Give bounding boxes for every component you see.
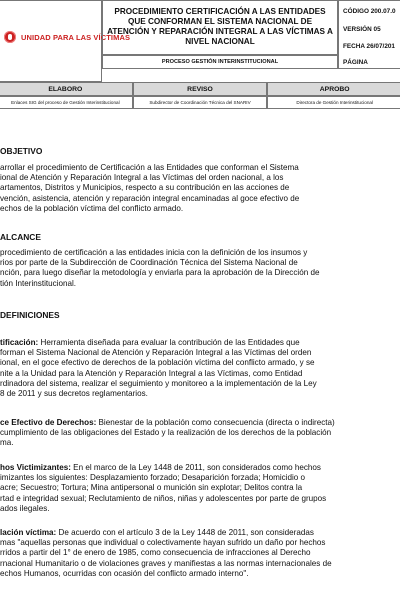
paragraph-line: procedimiento de certificación a las entidades inicia con la definición de los insumos y bbox=[0, 248, 308, 257]
paragraph-line: acre; Secuestro; Tortura; Mina antipersonal o munición sin explotar; Delitos contra la bbox=[0, 483, 303, 493]
signature-value-reviso: Subdirector de Coordinación Técnica del SNARIV bbox=[133, 96, 268, 109]
title-cell bbox=[102, 0, 338, 55]
definition-poblacion-victima bbox=[0, 528, 392, 579]
paragraph-line: cumplimiento de las obligaciones del Estado y la realización de los derechos de la población bbox=[0, 428, 332, 438]
paragraph-line: mas "aquellas personas que individual o colectivamente hayan sufrido un daño por hechos bbox=[0, 538, 326, 548]
document-date: FECHA 26/07/201 bbox=[343, 43, 395, 50]
document-title: PROCEDIMIENTO CERTIFICACIÓN A LAS ENTIDADES QUE CONFORMAN EL SISTEMA NACIONAL DE ATENCIÓN Y REPARACIÓN INTEGRAL A LAS VÍCTIMAS A NIVEL NACIONAL bbox=[107, 7, 333, 46]
section-title-definiciones: DEFINICIONES bbox=[0, 310, 60, 320]
paragraph-line: ional, en el goce efectivo de derechos de la población víctima del conflicto armado, y se bbox=[0, 358, 315, 368]
definition-hechos-victimizantes bbox=[0, 463, 392, 514]
paragraph-line: imizantes los siguientes: Desplazamiento forzado; Desaparición forzada; Homicidio o bbox=[0, 473, 306, 483]
paragraph-line: nción, para luego diseñar la metodología y enviarla para la aprobación de la Dirección de bbox=[0, 268, 320, 278]
objetivo-paragraph bbox=[0, 163, 392, 214]
process-cell bbox=[102, 55, 338, 69]
meta-cell bbox=[338, 0, 400, 69]
definition-text: Bienestar de la población como consecuencia (directa o indirecta) bbox=[96, 418, 335, 427]
paragraph-line: ma. bbox=[0, 438, 14, 448]
logo-text: UNIDAD PARA LAS VÍCTIMAS bbox=[21, 32, 131, 42]
paragraph-line: ados ilegales. bbox=[0, 503, 50, 513]
definition-text: De acuerdo con el artículo 3 de la Ley 1448 de 2011, son consideradas bbox=[56, 528, 314, 537]
paragraph-line bbox=[0, 338, 392, 348]
paragraph-line: echos Humanos, ocurridas con ocasión del conflicto armado interno". bbox=[0, 568, 249, 578]
signature-header-elaboro: ELABORO bbox=[0, 82, 133, 96]
definition-term: ce Efectivo de Derechos: bbox=[0, 418, 97, 427]
section-title-alcance: ALCANCE bbox=[0, 232, 41, 242]
paragraph-line: ional de Atención y Reparación Integral a las Víctimas del orden nacional, a los bbox=[0, 173, 284, 183]
paragraph-line: vención, asistencia, atención y reparación integral encaminadas al goce efectivo de bbox=[0, 193, 300, 203]
definition-term: tificación: bbox=[0, 338, 39, 347]
paragraph-line bbox=[0, 463, 392, 473]
definition-text: Herramienta diseñada para evaluar la contribución de las Entidades que bbox=[38, 338, 300, 347]
logo-cell bbox=[0, 0, 131, 82]
paragraph-line: rtad e integridad sexual; Reclutamiento de niños, niñas y adolescentes por parte de grupos bbox=[0, 493, 327, 503]
paragraph-line: rridos a partir del 1° de enero de 1985, como consecuencia de infracciones al Derecho bbox=[0, 548, 311, 558]
paragraph-line: forman el Sistema Nacional de Atención y Reparación Integral a las Víctimas del orden bbox=[0, 348, 312, 358]
definition-term: hos Victimizantes: bbox=[0, 463, 71, 472]
paragraph-line bbox=[0, 528, 392, 538]
definition-term: lación víctima: bbox=[0, 528, 57, 537]
process-name: PROCESO GESTIÓN INTERINSTITUCIONAL bbox=[161, 59, 279, 65]
signature-value-aprobo: Directora de Gestión Interinstitucional bbox=[267, 96, 400, 109]
document-code: CÓDIGO 200.07.0 bbox=[343, 8, 396, 15]
document-version: VERSIÓN 05 bbox=[343, 26, 381, 33]
paragraph-line: nite a la Unidad para la Atención y Reparación Integral a las Víctimas, como Entidad bbox=[0, 368, 303, 378]
paragraph-line: rnacional Humanitario o de violaciones graves y manifiestas a las normas internacionales de bbox=[0, 558, 332, 568]
paragraph-line: 8 de 2011 y sus decretos reglamentarios. bbox=[0, 389, 148, 399]
alcance-paragraph bbox=[0, 248, 392, 289]
paragraph-line: artamentos, Distritos y Municipios, respecto a su contribución en las acciones de bbox=[0, 183, 290, 193]
document-header bbox=[0, 0, 400, 82]
section-title-objetivo: OBJETIVO bbox=[0, 146, 43, 156]
signature-table bbox=[0, 82, 400, 109]
definition-certificacion bbox=[0, 338, 392, 399]
definition-goce-efectivo bbox=[0, 418, 392, 449]
paragraph-line bbox=[0, 418, 392, 428]
document-page-number: PÁGINA bbox=[343, 59, 368, 66]
paragraph-line: tión Interinstitucional. bbox=[0, 278, 77, 288]
paragraph-line: echos de la población víctima del conflicto armado. bbox=[0, 203, 184, 213]
paragraph-line: rios por parte de la Subdirección de Coordinación Técnica del Sistema Nacional de bbox=[0, 258, 298, 268]
paragraph-line: rdinadora del sistema, realizar el seguimiento y monitoreo a la implementación de la Ley bbox=[0, 378, 317, 388]
signature-header-aprobo: APROBO bbox=[267, 82, 400, 96]
definition-text: En el marco de la Ley 1448 de 2011, son considerados como hechos bbox=[70, 463, 321, 472]
signature-header-reviso: REVISO bbox=[133, 82, 268, 96]
victims-unit-logo-icon bbox=[3, 30, 17, 44]
paragraph-line: arrollar el procedimiento de Certificación a las Entidades que conforman el Sistema bbox=[0, 163, 299, 172]
signature-value-elaboro: Enlaces SIG del proceso de Gestión Interinstitucional bbox=[0, 96, 133, 109]
